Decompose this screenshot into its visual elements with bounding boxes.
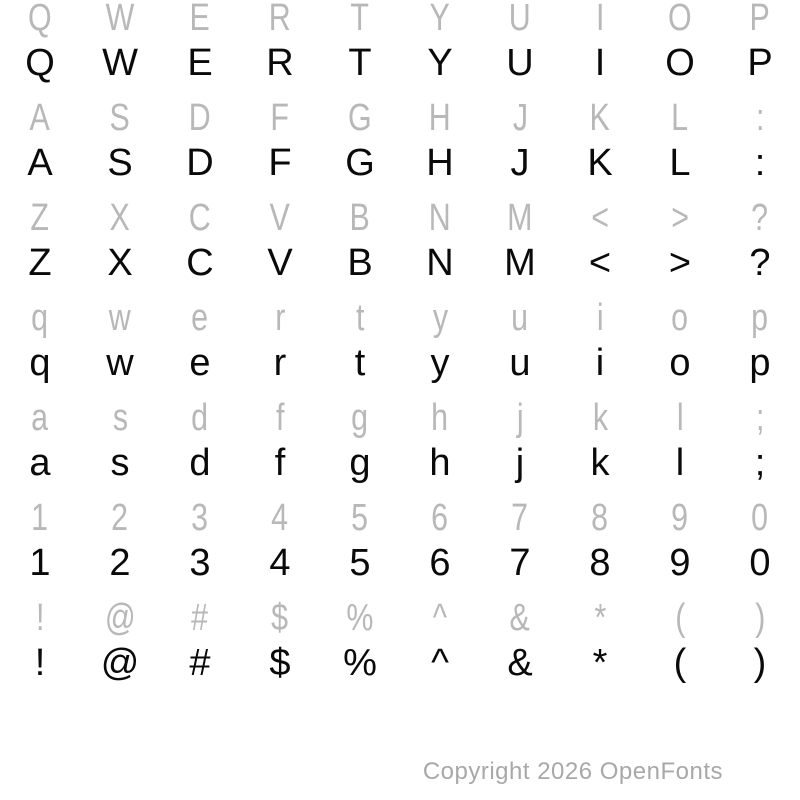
glyph-cell: B <box>349 197 371 239</box>
glyph-cell: ^ <box>431 642 449 684</box>
glyph-cell: R <box>269 0 291 39</box>
glyph-cell: ( <box>674 597 686 639</box>
glyph-cell: R <box>266 42 294 84</box>
glyph-cell: w <box>109 297 131 339</box>
glyph-cell: D <box>189 97 211 139</box>
glyph-cell: 3 <box>189 542 211 584</box>
glyph-cell: s <box>112 397 128 439</box>
glyph-cell: ( <box>673 642 687 684</box>
glyph-cell: < <box>588 242 612 284</box>
glyph-cell: s <box>110 442 130 484</box>
glyph-row-lowercase-home-row-reference <box>0 393 800 443</box>
glyph-cell: D <box>186 142 214 184</box>
glyph-cell: ? <box>749 242 771 284</box>
glyph-cell: q <box>29 342 51 384</box>
glyph-cell: W <box>105 0 135 39</box>
glyph-cell: 9 <box>671 497 689 539</box>
glyph-cell: U <box>509 0 531 39</box>
glyph-cell: L <box>671 97 689 139</box>
glyph-cell: k <box>590 442 610 484</box>
glyph-cell: a <box>31 397 49 439</box>
glyph-cell: 5 <box>351 497 369 539</box>
glyph-cell: N <box>429 197 451 239</box>
glyph-cell: Q <box>28 0 52 39</box>
glyph-cell: k <box>592 397 608 439</box>
glyph-cell: 6 <box>429 542 451 584</box>
glyph-cell: A <box>27 142 53 184</box>
glyph-cell: g <box>349 442 371 484</box>
glyph-row-digits-row-specimen <box>0 538 800 588</box>
glyph-cell: F <box>268 142 292 184</box>
glyph-row-uppercase-bottom-row-reference <box>0 193 800 243</box>
glyph-cell: K <box>587 142 613 184</box>
copyright-notice: Copyright 2026 OpenFonts <box>422 758 723 785</box>
glyph-cell: P <box>747 42 773 84</box>
glyph-cell: # <box>189 642 211 684</box>
glyph-row-symbols-row-reference <box>0 593 800 643</box>
glyph-cell: * <box>594 597 606 639</box>
glyph-cell: N <box>426 242 454 284</box>
glyph-cell: M <box>504 242 536 284</box>
glyph-cell: 0 <box>749 542 771 584</box>
glyph-cell: : <box>754 142 766 184</box>
glyph-cell: q <box>31 297 49 339</box>
glyph-cell: 2 <box>111 497 129 539</box>
glyph-cell: J <box>510 142 530 184</box>
glyph-cell: Y <box>429 0 451 39</box>
glyph-cell: ? <box>751 197 769 239</box>
glyph-row-lowercase-top-row-reference <box>0 293 800 343</box>
glyph-cell: & <box>509 597 531 639</box>
glyph-cell: I <box>595 0 605 39</box>
glyph-cell: 4 <box>271 497 289 539</box>
glyph-cell: % <box>346 597 374 639</box>
glyph-row-lowercase-home-row-specimen <box>0 438 800 488</box>
glyph-cell: ! <box>35 597 45 639</box>
glyph-cell: d <box>189 442 211 484</box>
glyph-cell: @ <box>104 597 136 639</box>
glyph-cell: @ <box>100 642 140 684</box>
glyph-cell: 1 <box>29 542 51 584</box>
glyph-cell: T <box>350 0 370 39</box>
glyph-row-digits-row-reference <box>0 493 800 543</box>
glyph-cell: Y <box>427 42 453 84</box>
glyph-cell: V <box>269 197 291 239</box>
glyph-cell: o <box>669 342 691 384</box>
glyph-cell: O <box>665 42 695 84</box>
glyph-cell: E <box>187 42 213 84</box>
glyph-cell: i <box>595 342 605 384</box>
glyph-cell: y <box>432 297 448 339</box>
glyph-cell: > <box>671 197 689 239</box>
glyph-cell: 8 <box>589 542 611 584</box>
glyph-cell: G <box>345 142 375 184</box>
glyph-cell: C <box>189 197 211 239</box>
glyph-cell: B <box>347 242 373 284</box>
glyph-row-uppercase-top-row-reference <box>0 0 800 43</box>
glyph-cell: A <box>29 97 51 139</box>
glyph-cell: h <box>429 442 451 484</box>
glyph-cell: y <box>430 342 450 384</box>
glyph-cell: ; <box>755 397 765 439</box>
glyph-cell: 7 <box>511 497 529 539</box>
glyph-cell: h <box>431 397 449 439</box>
glyph-cell: g <box>351 397 369 439</box>
glyph-cell: L <box>669 142 691 184</box>
glyph-cell: S <box>107 142 133 184</box>
glyph-cell: ) <box>753 642 767 684</box>
glyph-cell: e <box>189 342 211 384</box>
glyph-cell: 0 <box>751 497 769 539</box>
glyph-cell: U <box>506 42 534 84</box>
glyph-cell: 6 <box>431 497 449 539</box>
glyph-cell: V <box>267 242 293 284</box>
glyph-cell: F <box>270 97 290 139</box>
glyph-cell: 5 <box>349 542 371 584</box>
glyph-row-symbols-row-specimen <box>0 638 800 688</box>
glyph-cell: O <box>668 0 692 39</box>
glyph-cell: $ <box>271 597 289 639</box>
glyph-cell: j <box>515 442 525 484</box>
glyph-cell: o <box>671 297 689 339</box>
glyph-cell: T <box>348 42 372 84</box>
glyph-cell: 7 <box>509 542 531 584</box>
glyph-cell: e <box>191 297 209 339</box>
glyph-cell: f <box>274 442 286 484</box>
glyph-row-lowercase-top-row-specimen <box>0 338 800 388</box>
glyph-cell: : <box>755 97 765 139</box>
glyph-cell: 1 <box>31 497 49 539</box>
glyph-cell: H <box>426 142 454 184</box>
glyph-cell: r <box>273 342 287 384</box>
glyph-cell: d <box>191 397 209 439</box>
glyph-cell: a <box>29 442 51 484</box>
glyph-cell: > <box>668 242 692 284</box>
glyph-cell: j <box>516 397 524 439</box>
glyph-cell: * <box>592 642 608 684</box>
glyph-cell: H <box>429 97 451 139</box>
glyph-cell: $ <box>269 642 291 684</box>
glyph-cell: u <box>509 342 531 384</box>
glyph-cell: ! <box>34 642 46 684</box>
glyph-cell: J <box>512 97 528 139</box>
glyph-cell: X <box>109 197 131 239</box>
glyph-cell: t <box>355 297 365 339</box>
glyph-cell: ; <box>754 442 766 484</box>
glyph-cell: P <box>749 0 771 39</box>
glyph-cell: # <box>191 597 209 639</box>
glyph-row-uppercase-bottom-row-specimen <box>0 238 800 288</box>
glyph-row-uppercase-home-row-reference <box>0 93 800 143</box>
glyph-cell: 2 <box>109 542 131 584</box>
glyph-cell: % <box>343 642 377 684</box>
glyph-cell: W <box>102 42 138 84</box>
glyph-cell: C <box>186 242 214 284</box>
glyph-cell: ) <box>754 597 766 639</box>
glyph-cell: 9 <box>669 542 691 584</box>
glyph-cell: l <box>675 442 685 484</box>
glyph-cell: S <box>109 97 131 139</box>
glyph-cell: l <box>676 397 684 439</box>
glyph-cell: Z <box>30 197 50 239</box>
glyph-cell: < <box>591 197 609 239</box>
glyph-cell: f <box>275 397 285 439</box>
glyph-cell: t <box>354 342 366 384</box>
glyph-cell: I <box>594 42 606 84</box>
glyph-cell: i <box>596 297 604 339</box>
glyph-cell: p <box>751 297 769 339</box>
glyph-cell: 4 <box>269 542 291 584</box>
glyph-cell: Q <box>25 42 55 84</box>
glyph-cell: u <box>511 297 529 339</box>
glyph-cell: p <box>749 342 771 384</box>
glyph-cell: X <box>107 242 133 284</box>
glyph-cell: K <box>589 97 611 139</box>
glyph-row-uppercase-top-row-specimen <box>0 38 800 88</box>
glyph-cell: 8 <box>591 497 609 539</box>
glyph-cell: & <box>507 642 533 684</box>
glyph-cell: G <box>348 97 372 139</box>
glyph-row-uppercase-home-row-specimen <box>0 138 800 188</box>
glyph-cell: ^ <box>432 597 448 639</box>
glyph-cell: 3 <box>191 497 209 539</box>
glyph-cell: r <box>274 297 286 339</box>
glyph-cell: E <box>189 0 211 39</box>
glyph-cell: w <box>106 342 134 384</box>
glyph-cell: M <box>507 197 533 239</box>
glyph-cell: Z <box>28 242 52 284</box>
